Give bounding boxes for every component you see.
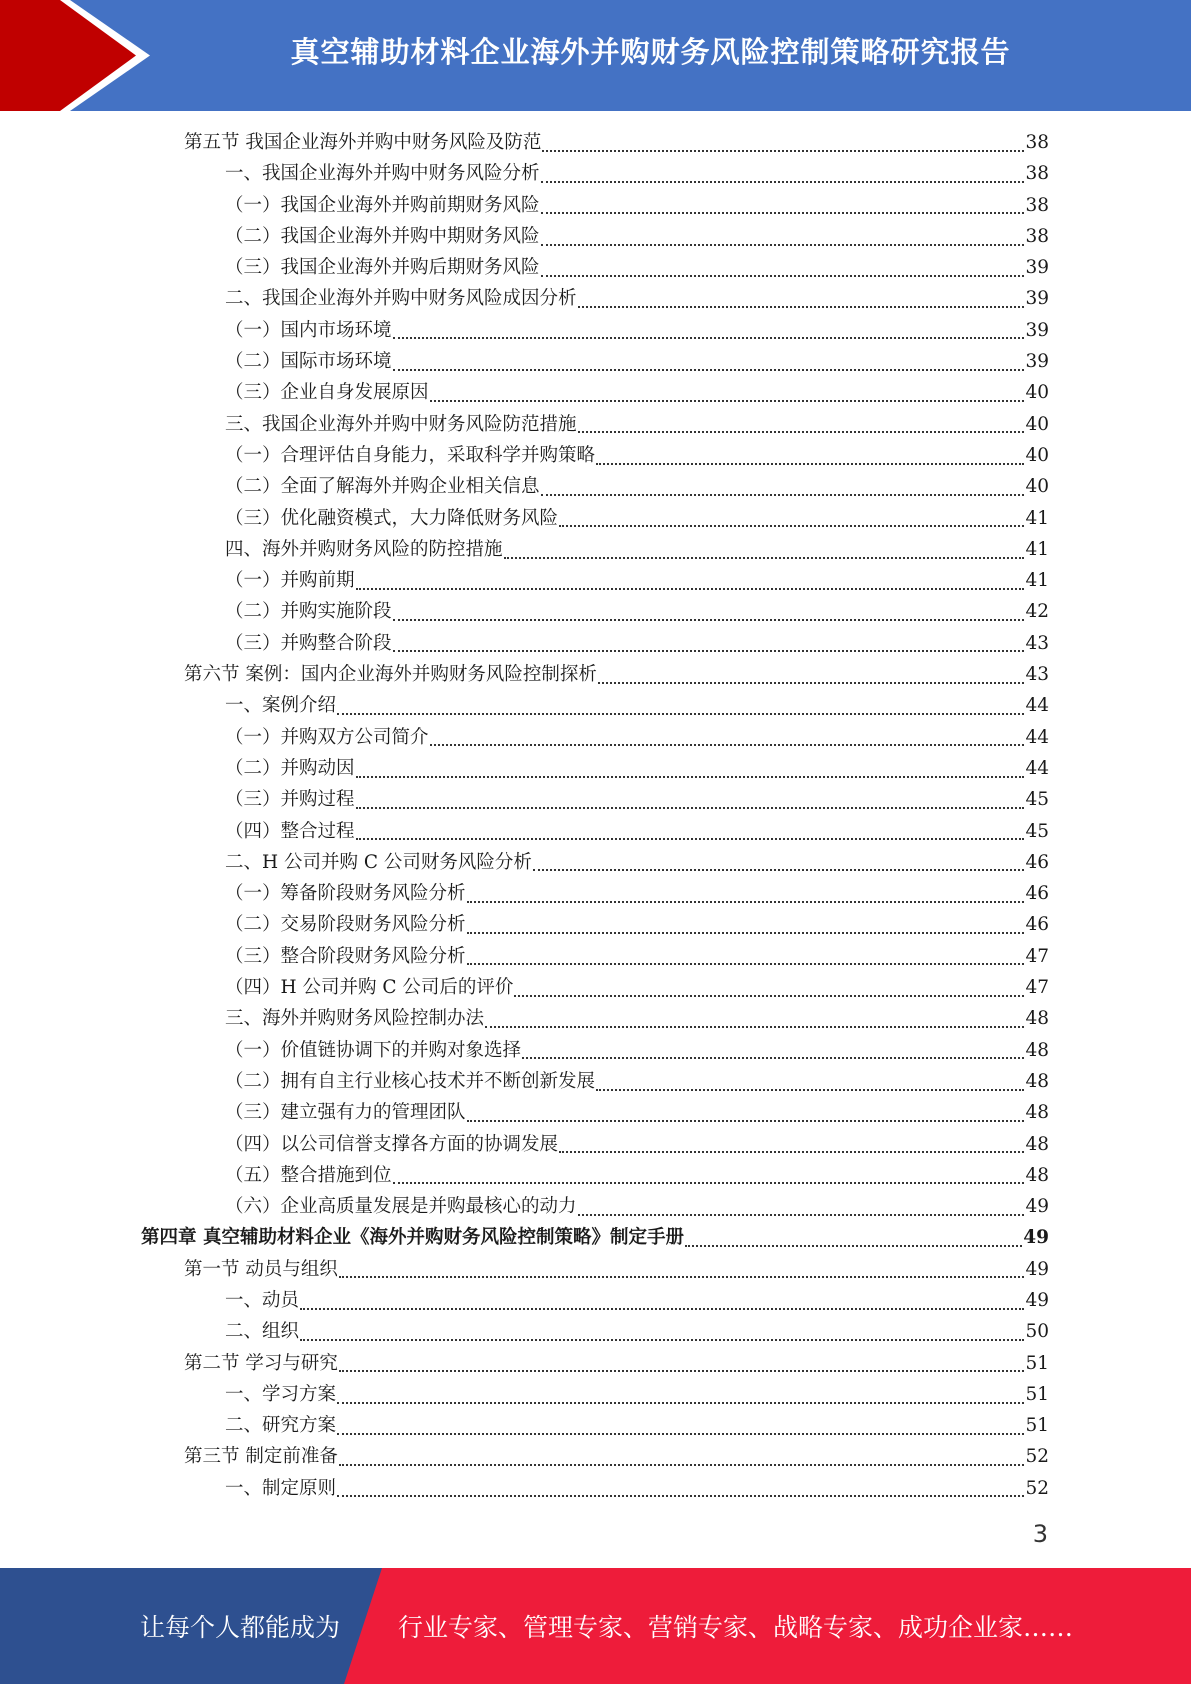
header-banner <box>0 0 1191 111</box>
toc-entry-title: 一、制定原则 <box>225 1477 337 1499</box>
toc-dot-leader <box>541 181 1025 183</box>
toc-dot-leader <box>533 869 1025 871</box>
toc-entry[interactable] <box>141 409 1049 440</box>
toc-entry[interactable] <box>141 1191 1049 1222</box>
toc-entry-page: 49 <box>1023 1227 1049 1249</box>
toc-entry-page: 45 <box>1025 789 1049 811</box>
toc-entry-title: 四、海外并购财务风险的防控措施 <box>225 538 503 560</box>
toc-entry-page: 51 <box>1025 1415 1049 1437</box>
toc-entry-title: （一）国内市场环境 <box>225 319 392 341</box>
toc-dot-leader <box>356 776 1025 778</box>
toc-entry-page: 47 <box>1025 977 1049 999</box>
toc-entry-page: 43 <box>1025 632 1049 654</box>
toc-entry[interactable] <box>141 816 1049 847</box>
toc-entry[interactable] <box>141 315 1049 346</box>
toc-entry[interactable] <box>141 722 1049 753</box>
toc-entry-title: （四）以公司信誉支撑各方面的协调发展 <box>225 1133 559 1155</box>
toc-entry[interactable] <box>141 909 1049 940</box>
toc-entry-title: （六）企业高质量发展是并购最核心的动力 <box>225 1196 577 1218</box>
toc-entry-title: 第三节 制定前准备 <box>184 1446 338 1468</box>
toc-entry-title: （一）并购双方公司简介 <box>225 726 429 748</box>
toc-entry-page: 38 <box>1025 163 1049 185</box>
toc-entry-page: 48 <box>1025 1008 1049 1030</box>
toc-entry-page: 49 <box>1025 1258 1049 1280</box>
toc-entry[interactable] <box>141 503 1049 534</box>
toc-entry-page: 49 <box>1025 1289 1049 1311</box>
toc-entry[interactable] <box>141 565 1049 596</box>
toc-dot-leader <box>685 1245 1022 1247</box>
toc-entry[interactable] <box>141 941 1049 972</box>
toc-entry-page: 52 <box>1025 1446 1049 1468</box>
toc-entry[interactable] <box>141 346 1049 377</box>
toc-entry-page: 48 <box>1025 1133 1049 1155</box>
toc-entry-title: 第二节 学习与研究 <box>184 1352 338 1374</box>
toc-entry[interactable] <box>141 1003 1049 1034</box>
toc-entry[interactable] <box>141 659 1049 690</box>
toc-entry-title: （三）整合阶段财务风险分析 <box>225 945 466 967</box>
toc-dot-leader <box>393 369 1025 371</box>
toc-entry-page: 51 <box>1025 1352 1049 1374</box>
toc-entry[interactable] <box>141 1410 1049 1441</box>
toc-entry-title: （一）筹备阶段财务风险分析 <box>225 883 466 905</box>
header-arrow-decoration <box>0 0 150 111</box>
toc-entry[interactable] <box>141 471 1049 502</box>
toc-entry-page: 46 <box>1025 914 1049 936</box>
toc-dot-leader <box>559 525 1024 527</box>
toc-entry-title: 一、动员 <box>225 1289 300 1311</box>
toc-entry-page: 45 <box>1025 820 1049 842</box>
toc-entry[interactable] <box>141 628 1049 659</box>
toc-dot-leader <box>356 838 1025 840</box>
toc-entry[interactable] <box>141 1097 1049 1128</box>
toc-dot-leader <box>337 713 1024 715</box>
toc-dot-leader <box>393 619 1025 621</box>
toc-entry-page: 48 <box>1025 1070 1049 1092</box>
toc-entry-page: 40 <box>1025 476 1049 498</box>
table-of-contents <box>141 127 1049 1504</box>
toc-dot-leader <box>578 1214 1025 1216</box>
toc-dot-leader <box>300 1339 1024 1341</box>
toc-entry[interactable] <box>141 158 1049 189</box>
toc-entry[interactable] <box>141 847 1049 878</box>
toc-entry-page: 41 <box>1025 570 1049 592</box>
toc-entry-page: 39 <box>1025 351 1049 373</box>
toc-dot-leader <box>504 557 1025 559</box>
toc-entry[interactable] <box>141 1441 1049 1472</box>
toc-dot-leader <box>578 306 1025 308</box>
toc-entry-title: （三）企业自身发展原因 <box>225 382 429 404</box>
toc-entry-title: （二）并购实施阶段 <box>225 601 392 623</box>
toc-entry-page: 40 <box>1025 444 1049 466</box>
toc-entry-title: 一、我国企业海外并购中财务风险分析 <box>225 163 540 185</box>
footer-slogan-left: 让每个人都能成为 <box>140 1613 341 1642</box>
toc-entry-page: 46 <box>1025 851 1049 873</box>
toc-entry-page: 43 <box>1025 664 1049 686</box>
toc-entry-title: 三、我国企业海外并购中财务风险防范措施 <box>225 413 577 435</box>
toc-dot-leader <box>467 1120 1025 1122</box>
toc-entry[interactable] <box>141 252 1049 283</box>
toc-entry-page: 46 <box>1025 883 1049 905</box>
toc-entry-title: 一、学习方案 <box>225 1383 337 1405</box>
toc-dot-leader <box>393 650 1025 652</box>
toc-entry-page: 44 <box>1025 757 1049 779</box>
toc-dot-leader <box>596 463 1024 465</box>
toc-entry-page: 49 <box>1025 1196 1049 1218</box>
toc-entry[interactable] <box>141 1129 1049 1160</box>
toc-entry-page: 39 <box>1025 319 1049 341</box>
footer-banner <box>0 1568 1191 1684</box>
toc-dot-leader <box>393 337 1025 339</box>
toc-dot-leader <box>467 963 1025 965</box>
toc-entry-page: 41 <box>1025 507 1049 529</box>
toc-entry-page: 48 <box>1025 1039 1049 1061</box>
document-title: 真空辅助材料企业海外并购财务风险控制策略研究报告 <box>290 34 1011 69</box>
toc-entry[interactable] <box>141 1066 1049 1097</box>
toc-entry-page: 39 <box>1025 288 1049 310</box>
toc-entry-title: 第一节 动员与组织 <box>184 1258 338 1280</box>
toc-entry[interactable] <box>141 440 1049 471</box>
toc-entry-page: 47 <box>1025 945 1049 967</box>
toc-dot-leader <box>337 1495 1024 1497</box>
toc-entry[interactable] <box>141 377 1049 408</box>
toc-entry-page: 44 <box>1025 695 1049 717</box>
toc-entry-page: 48 <box>1025 1164 1049 1186</box>
toc-entry-page: 48 <box>1025 1102 1049 1124</box>
toc-entry-title: （四）H 公司并购 C 公司后的评价 <box>225 977 514 999</box>
toc-entry-title: （一）我国企业海外并购前期财务风险 <box>225 194 540 216</box>
toc-entry[interactable] <box>141 1160 1049 1191</box>
toc-entry[interactable] <box>141 127 1049 158</box>
toc-entry-page: 38 <box>1025 132 1049 153</box>
toc-entry[interactable] <box>141 1285 1049 1316</box>
toc-dot-leader <box>578 431 1025 433</box>
toc-entry-title: （三）建立强有力的管理团队 <box>225 1102 466 1124</box>
toc-entry[interactable] <box>141 1316 1049 1347</box>
toc-entry-title: 二、H 公司并购 C 公司财务风险分析 <box>225 851 532 873</box>
toc-dot-leader <box>541 212 1025 214</box>
toc-entry[interactable] <box>141 1035 1049 1066</box>
toc-dot-leader <box>356 588 1025 590</box>
toc-entry-title: 一、案例介绍 <box>225 695 337 717</box>
toc-dot-leader <box>485 1026 1024 1028</box>
toc-entry-page: 50 <box>1025 1321 1049 1343</box>
toc-dot-leader <box>337 1433 1024 1435</box>
toc-entry-page: 40 <box>1025 382 1049 404</box>
toc-entry-title: （一）价值链协调下的并购对象选择 <box>225 1039 522 1061</box>
toc-entry[interactable] <box>141 190 1049 221</box>
toc-dot-leader <box>522 1057 1024 1059</box>
toc-dot-leader <box>542 150 1024 152</box>
toc-dot-leader <box>467 932 1025 934</box>
toc-entry-title: （二）国际市场环境 <box>225 351 392 373</box>
toc-dot-leader <box>393 1182 1025 1184</box>
toc-entry[interactable] <box>141 972 1049 1003</box>
toc-entry-title: （一）合理评估自身能力，采取科学并购策略 <box>225 444 596 466</box>
toc-entry-title: （二）我国企业海外并购中期财务风险 <box>225 225 540 247</box>
toc-entry-page: 38 <box>1025 225 1049 247</box>
toc-entry-page: 42 <box>1025 601 1049 623</box>
toc-entry-page: 38 <box>1025 194 1049 216</box>
toc-entry-title: （二）交易阶段财务风险分析 <box>225 914 466 936</box>
toc-dot-leader <box>559 1151 1024 1153</box>
toc-entry-title: 二、组织 <box>225 1321 300 1343</box>
toc-entry[interactable] <box>141 283 1049 314</box>
toc-dot-leader <box>467 901 1025 903</box>
toc-entry-page: 39 <box>1025 257 1049 279</box>
toc-entry[interactable] <box>141 596 1049 627</box>
toc-entry[interactable] <box>141 878 1049 909</box>
toc-dot-leader <box>339 1276 1025 1278</box>
toc-dot-leader <box>356 807 1025 809</box>
toc-dot-leader <box>541 494 1025 496</box>
toc-dot-leader <box>598 682 1025 684</box>
toc-entry-title: 第四章 真空辅助材料企业《海外并购财务风险控制策略》制定手册 <box>141 1227 684 1249</box>
toc-dot-leader <box>339 1464 1025 1466</box>
toc-entry-title: 三、海外并购财务风险控制办法 <box>225 1008 485 1030</box>
toc-entry-title: 第五节 我国企业海外并购中财务风险及防范 <box>184 132 542 153</box>
toc-entry-title: （二）拥有自主行业核心技术并不断创新发展 <box>225 1070 596 1092</box>
toc-entry-title: （二）全面了解海外并购企业相关信息 <box>225 476 540 498</box>
toc-entry-page: 41 <box>1025 538 1049 560</box>
toc-entry[interactable] <box>141 534 1049 565</box>
toc-dot-leader <box>337 1402 1024 1404</box>
toc-entry-title: （三）并购整合阶段 <box>225 632 392 654</box>
toc-entry-title: 二、我国企业海外并购中财务风险成因分析 <box>225 288 577 310</box>
toc-entry-title: 第六节 案例：国内企业海外并购财务风险控制探析 <box>184 664 597 686</box>
footer-slogan-right: 行业专家、管理专家、营销专家、战略专家、成功企业家…… <box>398 1613 1074 1642</box>
toc-entry-title: （三）优化融资模式，大力降低财务风险 <box>225 507 559 529</box>
toc-entry-title: （五）整合措施到位 <box>225 1164 392 1186</box>
toc-entry-title: （三）并购过程 <box>225 789 355 811</box>
toc-entry[interactable] <box>141 690 1049 721</box>
toc-entry-title: （一）并购前期 <box>225 570 355 592</box>
toc-entry-title: 二、研究方案 <box>225 1415 337 1437</box>
toc-entry[interactable] <box>141 753 1049 784</box>
toc-dot-leader <box>514 995 1024 997</box>
toc-dot-leader <box>541 275 1025 277</box>
toc-entry-title: （四）整合过程 <box>225 820 355 842</box>
toc-entry[interactable] <box>141 221 1049 252</box>
toc-entry[interactable] <box>141 1222 1049 1253</box>
toc-entry[interactable] <box>141 1473 1049 1504</box>
toc-entry[interactable] <box>141 1348 1049 1379</box>
toc-dot-leader <box>300 1308 1024 1310</box>
toc-dot-leader <box>541 244 1025 246</box>
toc-entry[interactable] <box>141 1254 1049 1285</box>
page-number: 3 <box>1032 1520 1048 1548</box>
toc-entry-page: 51 <box>1025 1383 1049 1405</box>
toc-dot-leader <box>596 1089 1024 1091</box>
toc-dot-leader <box>430 400 1025 402</box>
toc-entry[interactable] <box>141 784 1049 815</box>
toc-entry-page: 40 <box>1025 413 1049 435</box>
toc-entry-title: （二）并购动因 <box>225 757 355 779</box>
toc-dot-leader <box>339 1370 1025 1372</box>
toc-entry[interactable] <box>141 1379 1049 1410</box>
toc-dot-leader <box>430 744 1025 746</box>
toc-entry-title: （三）我国企业海外并购后期财务风险 <box>225 257 540 279</box>
toc-entry-page: 44 <box>1025 726 1049 748</box>
toc-entry-page: 52 <box>1025 1477 1049 1499</box>
